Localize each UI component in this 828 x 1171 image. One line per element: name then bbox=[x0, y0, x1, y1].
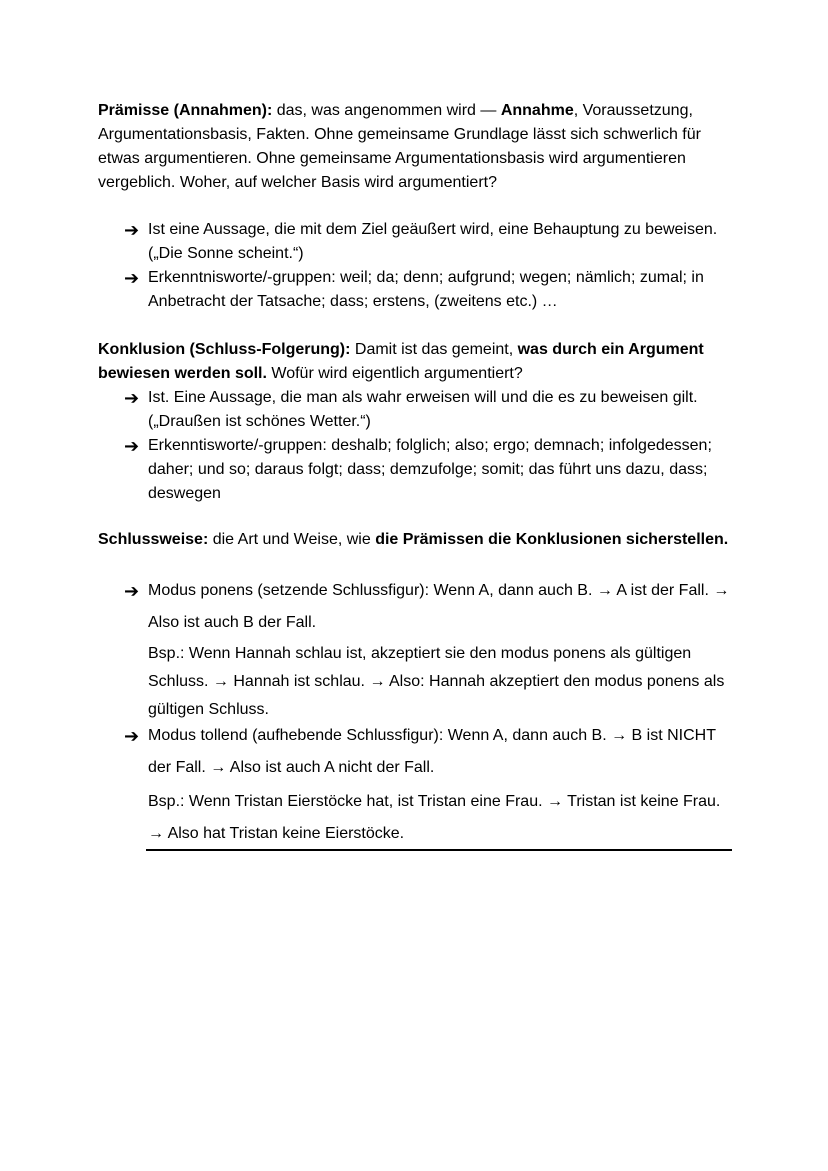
premisse-paragraph bbox=[98, 99, 738, 195]
schlussweise-heading: Schlussweise: bbox=[98, 531, 209, 548]
schlussweise-text-1: die Art und Weise, wie bbox=[208, 531, 376, 548]
premisse-text-2: , Voraussetzung, Argumentationsbasis, Fakten. Ohne gemeinsame Grundlage lässt sich schwerlich für etwas argumentieren. Ohne gemeinsame Argumentationsbasis wird argumentieren vergeblich. Woher, auf welcher Basis wird argumentiert? bbox=[98, 102, 701, 191]
premisse-heading: Prämisse (Annahmen): bbox=[98, 102, 273, 119]
arrow-right-icon: ➔ bbox=[124, 268, 140, 288]
konklusion-bold-1: was durch ein Argument bewiesen werden soll. bbox=[98, 341, 704, 382]
modus-tollend-text: Modus tollend (aufhebende Schlussfigur): Wenn A, dann auch B. → B ist NICHT der Fall. → Also ist auch A nicht der Fall. bbox=[148, 727, 716, 776]
konklusion-text-1: Damit ist das gemeint, bbox=[350, 341, 518, 358]
bottom-rule bbox=[146, 849, 732, 851]
modus-ponens-example: Bsp.: Wenn Hannah schlau ist, akzeptiert sie den modus ponens als gültigen Schluss. → Hannah ist schlau. → Also: Hannah akzeptiert den modus ponens als gültigen Schluss. bbox=[148, 645, 725, 718]
arrow-right-icon: ➔ bbox=[124, 220, 140, 240]
schlussweise-bold-1: die Prämissen die Konklusionen sicherstellen. bbox=[375, 531, 729, 548]
konklusion-heading: Konklusion (Schluss-Folgerung): bbox=[98, 341, 351, 358]
schlussweise-paragraph bbox=[98, 528, 738, 552]
modus-ponens-text: Modus ponens (setzende Schlussfigur): Wenn A, dann auch B. → A ist der Fall. → Also ist auch B der Fall. bbox=[148, 582, 730, 631]
konklusion-paragraph bbox=[98, 338, 738, 386]
premisse-bullet-1-text: Ist eine Aussage, die mit dem Ziel geäußert wird, eine Behauptung zu beweisen. („Die Sonne scheint.“) bbox=[148, 221, 718, 262]
premisse-text-1: das, was angenommen wird — bbox=[272, 102, 501, 119]
arrow-right-icon: ➔ bbox=[124, 726, 140, 746]
arrow-right-icon: ➔ bbox=[124, 436, 140, 456]
arrow-right-icon: ➔ bbox=[124, 581, 140, 601]
arrow-right-icon: ➔ bbox=[124, 388, 140, 408]
konklusion-text-2: Wofür wird eigentlich argumentiert? bbox=[266, 365, 523, 382]
modus-tollend-example: Bsp.: Wenn Tristan Eierstöcke hat, ist Tristan eine Frau. → Tristan ist keine Frau. → Also hat Tristan keine Eierstöcke. bbox=[148, 793, 721, 842]
premisse-bold-1: Annahme bbox=[500, 102, 574, 119]
konklusion-bullet-1-text: Ist. Eine Aussage, die man als wahr erweisen will und die es zu beweisen gilt. („Draußen ist schönes Wetter.“) bbox=[148, 389, 698, 430]
premisse-bullet-2-text: Erkenntnisworte/-gruppen: weil; da; denn; aufgrund; wegen; nämlich; zumal; in Anbetracht der Tatsache; dass; erstens, (zweitens etc.) … bbox=[148, 269, 704, 310]
konklusion-bullet-2-text: Erkenntisworte/-gruppen: deshalb; folglich; also; ergo; demnach; infolgedessen; daher; und so; daraus folgt; dass; demzufolge; somit; das führt uns dazu, dass; deswegen bbox=[148, 437, 712, 502]
